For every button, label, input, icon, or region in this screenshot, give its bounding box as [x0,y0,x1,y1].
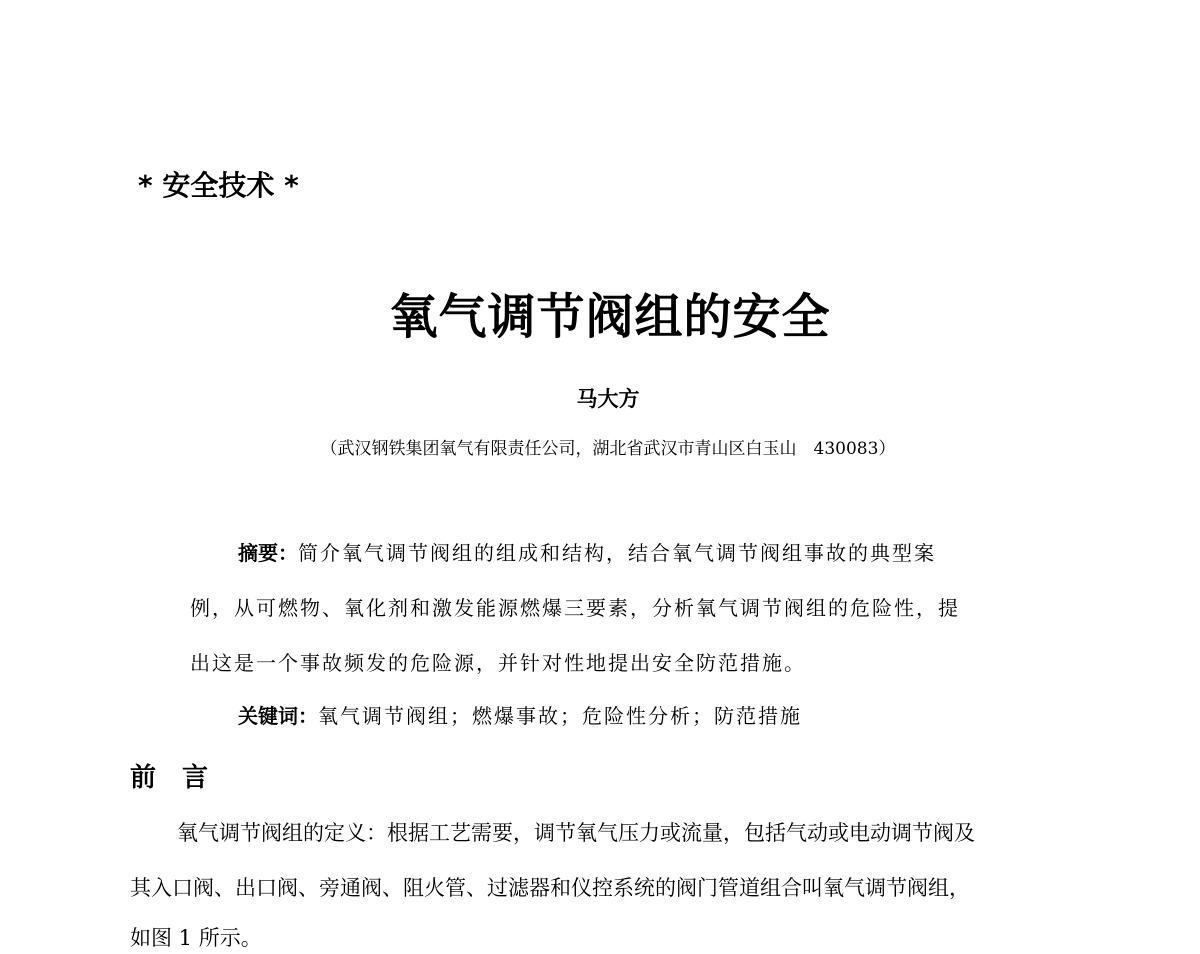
author-affiliation: （武汉钢铁集团氧气有限责任公司，湖北省武汉市青山区白玉山 430083） [320,439,896,459]
keywords-label: 关键词： [238,704,318,728]
paper-title: 氧气调节阀组的安全 [389,289,831,345]
column-tag: * 安全技术 * [138,169,299,202]
section-heading-char-2: 言 [182,763,209,793]
abstract-text: 简介氧气调节阀组的组成和结构，结合氧气调节阀组事故的典型案 [298,541,936,565]
section-heading [130,760,208,796]
abstract-line-3: 出这是一个事故频发的危险源，并针对性地提出安全防范措施。 [190,651,806,675]
body-line-3: 如图 1 所示。 [130,926,262,950]
abstract-line-1 [238,538,936,568]
author-name: 马大方 [576,387,640,411]
body-line-2: 其入口阀、出口阀、旁通阀、阻火管、过滤器和仪控系统的阀门管道组合叫氧气调节阀组， [130,876,970,900]
abstract-line-2: 例，从可燃物、氧化剂和激发能源燃爆三要素，分析氧气调节阀组的危险性，提 [190,596,960,620]
keywords-line [238,701,802,731]
keywords-text: 氧气调节阀组；燃爆事故；危险性分析；防范措施 [318,704,802,728]
body-line-1: 氧气调节阀组的定义：根据工艺需要，调节氧气压力或流量，包括气动或电动调节阀及 [177,821,975,845]
abstract-label: 摘要： [238,541,298,565]
section-heading-char-1: 前 [130,763,157,793]
